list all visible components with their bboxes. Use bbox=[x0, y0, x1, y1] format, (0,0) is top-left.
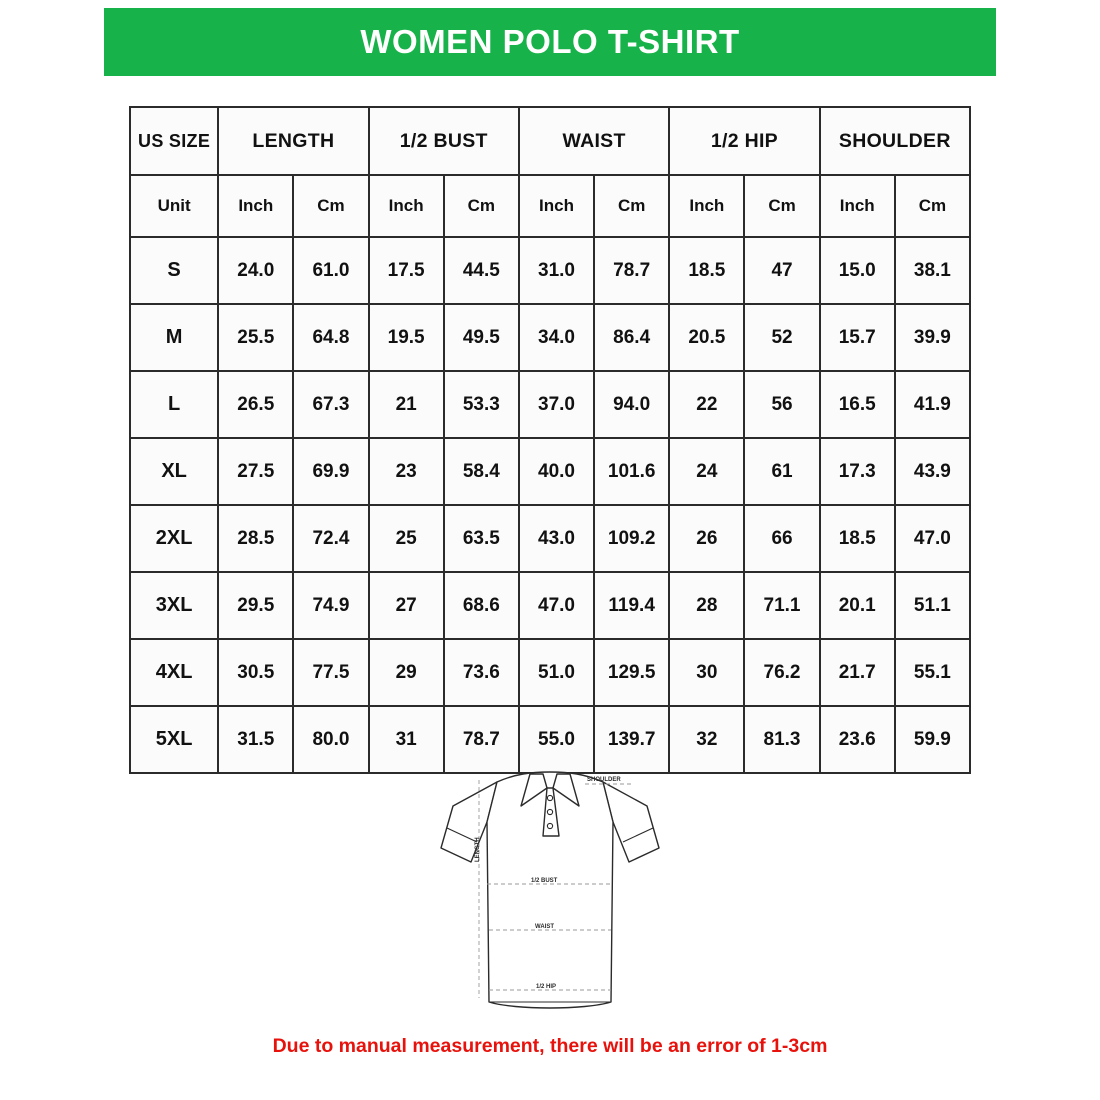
cell-value: 25 bbox=[369, 505, 444, 572]
cell-value: 20.5 bbox=[669, 304, 744, 371]
row-size-label: L bbox=[130, 371, 218, 438]
cell-value: 21 bbox=[369, 371, 444, 438]
cell-value: 49.5 bbox=[444, 304, 519, 371]
cell-value: 76.2 bbox=[744, 639, 819, 706]
cell-value: 94.0 bbox=[594, 371, 669, 438]
cell-value: 109.2 bbox=[594, 505, 669, 572]
cell-value: 73.6 bbox=[444, 639, 519, 706]
cell-value: 51.0 bbox=[519, 639, 594, 706]
cell-value: 17.5 bbox=[369, 237, 444, 304]
cell-value: 101.6 bbox=[594, 438, 669, 505]
cell-value: 30 bbox=[669, 639, 744, 706]
cell-value: 59.9 bbox=[895, 706, 970, 773]
cell-value: 39.9 bbox=[895, 304, 970, 371]
label-shoulder: SHOULDER bbox=[587, 777, 621, 783]
polo-shirt-illustration bbox=[435, 762, 665, 1020]
cell-value: 77.5 bbox=[293, 639, 368, 706]
cell-value: 32 bbox=[669, 706, 744, 773]
table-row bbox=[130, 572, 970, 639]
size-table bbox=[129, 106, 971, 774]
unit-cell: Cm bbox=[895, 175, 970, 237]
header-half-hip: 1/2 HIP bbox=[669, 107, 819, 175]
cell-value: 40.0 bbox=[519, 438, 594, 505]
cell-value: 47.0 bbox=[895, 505, 970, 572]
table-row bbox=[130, 438, 970, 505]
cell-value: 20.1 bbox=[820, 572, 895, 639]
table-unit-row bbox=[130, 175, 970, 237]
cell-value: 31 bbox=[369, 706, 444, 773]
label-length: LENGTH bbox=[475, 837, 481, 862]
unit-cell: Cm bbox=[594, 175, 669, 237]
cell-value: 58.4 bbox=[444, 438, 519, 505]
table-row bbox=[130, 371, 970, 438]
cell-value: 28 bbox=[669, 572, 744, 639]
cell-value: 23 bbox=[369, 438, 444, 505]
shirt-diagram bbox=[0, 762, 1100, 1022]
cell-value: 24 bbox=[669, 438, 744, 505]
cell-value: 52 bbox=[744, 304, 819, 371]
cell-value: 81.3 bbox=[744, 706, 819, 773]
cell-value: 15.7 bbox=[820, 304, 895, 371]
cell-value: 29.5 bbox=[218, 572, 293, 639]
cell-value: 139.7 bbox=[594, 706, 669, 773]
cell-value: 19.5 bbox=[369, 304, 444, 371]
cell-value: 15.0 bbox=[820, 237, 895, 304]
table-row bbox=[130, 237, 970, 304]
row-size-label: M bbox=[130, 304, 218, 371]
cell-value: 53.3 bbox=[444, 371, 519, 438]
cell-value: 27 bbox=[369, 572, 444, 639]
table-row bbox=[130, 639, 970, 706]
row-size-label: S bbox=[130, 237, 218, 304]
cell-value: 74.9 bbox=[293, 572, 368, 639]
cell-value: 55.1 bbox=[895, 639, 970, 706]
cell-value: 56 bbox=[744, 371, 819, 438]
cell-value: 78.7 bbox=[444, 706, 519, 773]
cell-value: 21.7 bbox=[820, 639, 895, 706]
cell-value: 55.0 bbox=[519, 706, 594, 773]
cell-value: 25.5 bbox=[218, 304, 293, 371]
unit-cell: Cm bbox=[293, 175, 368, 237]
cell-value: 29 bbox=[369, 639, 444, 706]
label-waist: WAIST bbox=[535, 924, 554, 930]
header-half-bust: 1/2 BUST bbox=[369, 107, 519, 175]
cell-value: 44.5 bbox=[444, 237, 519, 304]
label-half-bust: 1/2 BUST bbox=[531, 878, 558, 884]
size-table-container bbox=[129, 106, 971, 774]
row-size-label: 5XL bbox=[130, 706, 218, 773]
cell-value: 64.8 bbox=[293, 304, 368, 371]
header-us-size: US SIZE bbox=[130, 107, 218, 175]
unit-cell: Cm bbox=[744, 175, 819, 237]
cell-value: 17.3 bbox=[820, 438, 895, 505]
cell-value: 86.4 bbox=[594, 304, 669, 371]
header-waist: WAIST bbox=[519, 107, 669, 175]
cell-value: 24.0 bbox=[218, 237, 293, 304]
unit-cell: Inch bbox=[369, 175, 444, 237]
row-size-label: 3XL bbox=[130, 572, 218, 639]
cell-value: 61 bbox=[744, 438, 819, 505]
cell-value: 37.0 bbox=[519, 371, 594, 438]
header-length: LENGTH bbox=[218, 107, 368, 175]
cell-value: 22 bbox=[669, 371, 744, 438]
cell-value: 43.0 bbox=[519, 505, 594, 572]
cell-value: 78.7 bbox=[594, 237, 669, 304]
cell-value: 18.5 bbox=[820, 505, 895, 572]
page-title: WOMEN POLO T-SHIRT bbox=[360, 23, 740, 60]
cell-value: 16.5 bbox=[820, 371, 895, 438]
cell-value: 31.0 bbox=[519, 237, 594, 304]
cell-value: 27.5 bbox=[218, 438, 293, 505]
cell-value: 31.5 bbox=[218, 706, 293, 773]
unit-cell: Inch bbox=[218, 175, 293, 237]
cell-value: 69.9 bbox=[293, 438, 368, 505]
cell-value: 28.5 bbox=[218, 505, 293, 572]
table-row bbox=[130, 304, 970, 371]
cell-value: 61.0 bbox=[293, 237, 368, 304]
label-half-hip: 1/2 HIP bbox=[536, 984, 557, 990]
table-group-header-row bbox=[130, 107, 970, 175]
cell-value: 26 bbox=[669, 505, 744, 572]
cell-value: 38.1 bbox=[895, 237, 970, 304]
measurement-note: Due to manual measurement, there will be an error of 1-3cm bbox=[272, 1035, 828, 1057]
cell-value: 71.1 bbox=[744, 572, 819, 639]
cell-value: 63.5 bbox=[444, 505, 519, 572]
cell-value: 67.3 bbox=[293, 371, 368, 438]
unit-cell: Inch bbox=[820, 175, 895, 237]
cell-value: 30.5 bbox=[218, 639, 293, 706]
cell-value: 34.0 bbox=[519, 304, 594, 371]
cell-value: 47.0 bbox=[519, 572, 594, 639]
unit-cell: Inch bbox=[519, 175, 594, 237]
unit-cell: Cm bbox=[444, 175, 519, 237]
cell-value: 66 bbox=[744, 505, 819, 572]
cell-value: 119.4 bbox=[594, 572, 669, 639]
cell-value: 23.6 bbox=[820, 706, 895, 773]
cell-value: 43.9 bbox=[895, 438, 970, 505]
cell-value: 26.5 bbox=[218, 371, 293, 438]
cell-value: 41.9 bbox=[895, 371, 970, 438]
unit-cell: Inch bbox=[669, 175, 744, 237]
cell-value: 80.0 bbox=[293, 706, 368, 773]
unit-row-label: Unit bbox=[130, 175, 218, 237]
cell-value: 51.1 bbox=[895, 572, 970, 639]
cell-value: 47 bbox=[744, 237, 819, 304]
row-size-label: 4XL bbox=[130, 639, 218, 706]
header-shoulder: SHOULDER bbox=[820, 107, 970, 175]
title-banner bbox=[104, 8, 996, 76]
row-size-label: XL bbox=[130, 438, 218, 505]
cell-value: 18.5 bbox=[669, 237, 744, 304]
cell-value: 129.5 bbox=[594, 639, 669, 706]
row-size-label: 2XL bbox=[130, 505, 218, 572]
cell-value: 68.6 bbox=[444, 572, 519, 639]
cell-value: 72.4 bbox=[293, 505, 368, 572]
table-row bbox=[130, 505, 970, 572]
